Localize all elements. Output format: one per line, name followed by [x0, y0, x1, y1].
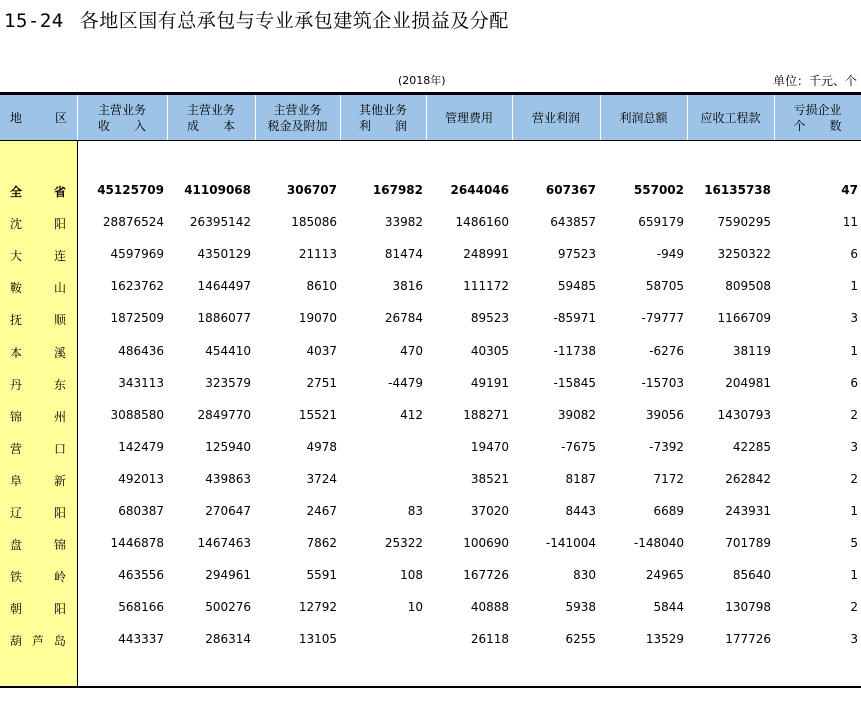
value-cell: 24965 — [645, 568, 684, 583]
value-cell: 38119 — [732, 343, 771, 358]
column-header-7 — [600, 95, 687, 140]
value-cell: 25322 — [384, 536, 423, 551]
region-char: 铁 — [10, 570, 23, 585]
value-cell: 486436 — [118, 343, 164, 358]
value-cell: 10 — [407, 600, 423, 615]
value-cell: 3 — [850, 439, 858, 454]
region-name — [10, 311, 66, 328]
value-cell: 15521 — [298, 407, 337, 422]
value-cell: 167726 — [463, 568, 509, 583]
table-row — [0, 528, 861, 560]
value-cell: 470 — [400, 343, 423, 358]
region-name — [10, 376, 66, 393]
region-char: 盘 — [10, 538, 23, 553]
value-cell: 167982 — [372, 183, 423, 197]
value-cell: 83 — [407, 504, 423, 518]
table-title-text: 各地区国有总承包与专业承包建筑企业损益及分配 — [79, 10, 509, 32]
value-cell: 28876524 — [102, 215, 164, 230]
value-cell: 3088580 — [110, 407, 164, 422]
value-cell: 26784 — [384, 311, 423, 326]
region-char: 省 — [53, 185, 66, 199]
region-char: 岛 — [53, 634, 66, 649]
value-cell: -15703 — [641, 375, 684, 390]
value-cell: 557002 — [633, 183, 684, 197]
value-cell: 1 — [850, 279, 858, 294]
region-name — [10, 183, 66, 200]
value-cell: 26118 — [470, 632, 509, 647]
value-cell: 5844 — [653, 600, 684, 615]
column-header-1 — [77, 95, 167, 140]
region-name — [10, 600, 66, 617]
region-char: 锦 — [53, 538, 66, 553]
value-cell: 12792 — [298, 600, 337, 615]
value-cell: 45125709 — [97, 183, 164, 197]
table-row — [0, 496, 861, 528]
value-cell: 4978 — [306, 439, 337, 454]
value-cell: 2 — [850, 600, 858, 615]
column-header-line2: 成 本 — [186, 118, 235, 133]
value-cell: 286314 — [205, 632, 251, 647]
column-header-9 — [774, 95, 861, 140]
value-cell: 5 — [850, 536, 858, 551]
value-cell: 809508 — [725, 279, 771, 294]
value-cell: 8610 — [306, 279, 337, 294]
region-char: 岭 — [53, 570, 66, 585]
header-separator — [167, 95, 168, 140]
value-cell: 21113 — [298, 247, 337, 262]
column-header-line2: 税金及附加 — [267, 118, 328, 133]
region-char: 连 — [53, 249, 66, 264]
column-header-line1: 主营业务 — [97, 102, 146, 117]
value-cell: 2467 — [306, 504, 337, 518]
region-char: 新 — [53, 473, 66, 488]
column-header-5 — [426, 95, 512, 140]
value-cell: -7675 — [561, 439, 596, 454]
value-cell: 188271 — [463, 407, 509, 422]
value-cell: 4037 — [306, 343, 337, 358]
value-cell: 3724 — [306, 471, 337, 486]
region-name — [10, 279, 66, 296]
value-cell: 568166 — [118, 600, 164, 615]
unit-label: 单位：千元、个 — [772, 74, 857, 88]
value-cell: 100690 — [463, 536, 509, 551]
value-cell: 8443 — [565, 504, 596, 518]
value-cell: 3 — [850, 311, 858, 326]
value-cell: -11738 — [553, 343, 596, 358]
table-row — [0, 239, 861, 271]
region-char: 鞍 — [10, 281, 23, 296]
table-header — [0, 95, 861, 140]
value-cell: 4350129 — [197, 247, 251, 262]
value-cell: 85640 — [732, 568, 771, 583]
region-name — [10, 504, 66, 521]
value-cell: 1446878 — [110, 536, 164, 551]
value-cell: 49191 — [470, 375, 509, 390]
column-header-line1: 管理费用 — [444, 110, 493, 125]
column-header-line1: 主营业务 — [186, 102, 235, 117]
value-cell: 89523 — [470, 311, 509, 326]
value-cell: -85971 — [553, 311, 596, 326]
region-char: 大 — [10, 249, 23, 264]
value-cell: 1464497 — [197, 279, 251, 294]
value-cell: 323579 — [205, 375, 251, 390]
value-cell: 5938 — [565, 600, 596, 615]
value-cell: 643857 — [550, 215, 596, 230]
region-char: 沈 — [10, 217, 23, 232]
region-char: 顺 — [53, 313, 66, 328]
value-cell: 204981 — [725, 375, 771, 390]
value-cell: 97523 — [557, 247, 596, 262]
region-name — [10, 632, 66, 649]
value-cell: 3816 — [392, 279, 423, 294]
value-cell: 270647 — [205, 504, 251, 518]
table-number: 15-24 — [4, 10, 64, 32]
value-cell: 185086 — [291, 215, 337, 230]
value-cell: 41109068 — [184, 183, 251, 197]
value-cell: 177726 — [725, 632, 771, 647]
value-cell: 492013 — [118, 471, 164, 486]
region-name — [10, 568, 66, 585]
column-header-2 — [167, 95, 255, 140]
region-char: 朝 — [10, 602, 23, 617]
value-cell: 1 — [850, 568, 858, 583]
value-cell: 680387 — [118, 504, 164, 518]
column-header-line1: 主营业务 — [273, 102, 322, 117]
column-header-line1: 其他业务 — [358, 102, 407, 117]
value-cell: 7862 — [306, 536, 337, 551]
value-cell: 59485 — [557, 279, 596, 294]
value-cell: 294961 — [205, 568, 251, 583]
table-row — [0, 271, 861, 303]
value-cell: 3250322 — [717, 247, 771, 262]
column-header-0 — [0, 95, 77, 140]
header-rule — [0, 140, 861, 141]
column-header-line1: 营业利润 — [531, 110, 580, 125]
column-header-line1: 应收工程款 — [700, 110, 761, 125]
value-cell: 2751 — [306, 375, 337, 390]
bottom-rule — [0, 686, 861, 688]
value-cell: -79777 — [641, 311, 684, 326]
year-label: (2018年) — [398, 74, 446, 87]
value-cell: 1 — [850, 504, 858, 518]
value-cell: 262842 — [725, 471, 771, 486]
value-cell: 33982 — [384, 215, 423, 230]
value-cell: 81474 — [384, 247, 423, 262]
region-char: 口 — [53, 441, 66, 456]
value-cell: 248991 — [463, 247, 509, 262]
value-cell: 1623762 — [110, 279, 164, 294]
value-cell: 1430793 — [717, 407, 771, 422]
value-cell: 142479 — [118, 439, 164, 454]
region-char: 丹 — [10, 377, 23, 392]
value-cell: 38521 — [470, 471, 509, 486]
value-cell: 39056 — [645, 407, 684, 422]
value-cell: 125940 — [205, 439, 251, 454]
value-cell: 13105 — [298, 632, 337, 647]
region-name — [10, 247, 66, 264]
value-cell: 39082 — [557, 407, 596, 422]
value-cell: 37020 — [470, 504, 509, 518]
value-cell: -141004 — [545, 536, 596, 551]
value-cell: 607367 — [545, 183, 596, 197]
value-cell: -4479 — [388, 375, 423, 390]
header-separator — [600, 95, 601, 140]
value-cell: 439863 — [205, 471, 251, 486]
value-cell: 830 — [573, 568, 596, 583]
value-cell: 5591 — [306, 568, 337, 583]
value-cell: 1467463 — [197, 536, 251, 551]
header-separator — [774, 95, 775, 140]
value-cell: 1166709 — [717, 311, 771, 326]
header-separator — [340, 95, 341, 140]
header-separator — [426, 95, 427, 140]
header-separator — [255, 95, 256, 140]
table-title — [4, 6, 509, 33]
value-cell: 343113 — [118, 375, 164, 390]
header-separator — [77, 95, 78, 140]
region-char: 本 — [10, 345, 23, 360]
value-cell: 4597969 — [110, 247, 164, 262]
column-header-line2: 个 数 — [793, 118, 842, 133]
column-header-line1: 亏损企业 — [793, 102, 842, 117]
value-cell: 7172 — [653, 471, 684, 486]
region-char: 抚 — [10, 313, 23, 328]
value-cell: 47 — [841, 183, 858, 197]
table-row — [0, 368, 861, 400]
column-header-line1: 地 — [10, 110, 23, 125]
value-cell: 6 — [850, 375, 858, 390]
value-cell: 2849770 — [197, 407, 251, 422]
value-cell: 454410 — [205, 343, 251, 358]
region-char: 阳 — [53, 602, 66, 617]
value-cell: 1 — [850, 343, 858, 358]
value-cell: 108 — [400, 568, 423, 583]
table-row — [0, 207, 861, 239]
value-cell: -148040 — [633, 536, 684, 551]
table-row — [0, 303, 861, 335]
value-cell: 130798 — [725, 600, 771, 615]
table-row — [0, 624, 861, 656]
column-header-line1: 利润总额 — [619, 110, 668, 125]
value-cell: 443337 — [118, 632, 164, 647]
region-char: 锦 — [10, 409, 23, 424]
value-cell: 42285 — [732, 439, 771, 454]
table-row — [0, 432, 861, 464]
value-cell: -949 — [656, 247, 684, 262]
table-row — [0, 560, 861, 592]
value-cell: 13529 — [645, 632, 684, 647]
column-header-line2: 区 — [54, 110, 67, 125]
region-name — [10, 344, 66, 361]
column-header-line2: 利 润 — [358, 118, 407, 133]
column-header-8 — [687, 95, 774, 140]
region-char: 葫 — [10, 634, 23, 649]
region-name — [10, 536, 66, 553]
region-char: 芦 — [31, 634, 44, 649]
region-char: 全 — [10, 185, 23, 199]
value-cell: -7392 — [649, 439, 684, 454]
value-cell: 19470 — [470, 439, 509, 454]
value-cell: 1872509 — [110, 311, 164, 326]
region-char: 辽 — [10, 506, 23, 520]
total-row — [0, 175, 861, 207]
value-cell: 412 — [400, 407, 423, 422]
region-char: 溪 — [53, 345, 66, 360]
value-cell: 58705 — [645, 279, 684, 294]
region-char: 阳 — [53, 506, 66, 520]
value-cell: 1486160 — [455, 215, 509, 230]
value-cell: 6255 — [565, 632, 596, 647]
value-cell: 1886077 — [197, 311, 251, 326]
column-header-3 — [255, 95, 340, 140]
value-cell: -15845 — [553, 375, 596, 390]
value-cell: 2 — [850, 471, 858, 486]
value-cell: -6276 — [649, 343, 684, 358]
region-char: 州 — [53, 409, 66, 424]
region-char: 东 — [53, 377, 66, 392]
value-cell: 7590295 — [717, 215, 771, 230]
value-cell: 111172 — [463, 279, 509, 294]
value-cell: 306707 — [286, 183, 337, 197]
value-cell: 19070 — [298, 311, 337, 326]
region-char: 山 — [53, 281, 66, 296]
value-cell: 6 — [850, 247, 858, 262]
column-header-6 — [512, 95, 600, 140]
value-cell: 2644046 — [450, 183, 509, 197]
value-cell: 500276 — [205, 600, 251, 615]
value-cell: 8187 — [565, 471, 596, 486]
region-name — [10, 408, 66, 425]
header-separator — [512, 95, 513, 140]
column-header-4 — [340, 95, 426, 140]
value-cell: 16135738 — [704, 183, 771, 197]
column-header-line2: 收 入 — [97, 118, 146, 133]
value-cell: 26395142 — [189, 215, 251, 230]
value-cell: 701789 — [725, 536, 771, 551]
value-cell: 11 — [842, 215, 858, 230]
region-name — [10, 440, 66, 457]
value-cell: 2 — [850, 407, 858, 422]
region-char: 营 — [10, 441, 23, 456]
region-char: 阳 — [53, 217, 66, 232]
value-cell: 6689 — [653, 504, 684, 518]
table-row — [0, 400, 861, 432]
value-cell: 659179 — [638, 215, 684, 230]
value-cell: 463556 — [118, 568, 164, 583]
region-name — [10, 472, 66, 489]
value-cell: 40305 — [470, 343, 509, 358]
region-name — [10, 215, 66, 232]
table-row — [0, 336, 861, 368]
header-separator — [687, 95, 688, 140]
value-cell: 243931 — [725, 504, 771, 518]
value-cell: 3 — [850, 632, 858, 647]
value-cell: 40888 — [470, 600, 509, 615]
table-row — [0, 464, 861, 496]
table-row — [0, 592, 861, 624]
region-char: 阜 — [10, 473, 23, 488]
